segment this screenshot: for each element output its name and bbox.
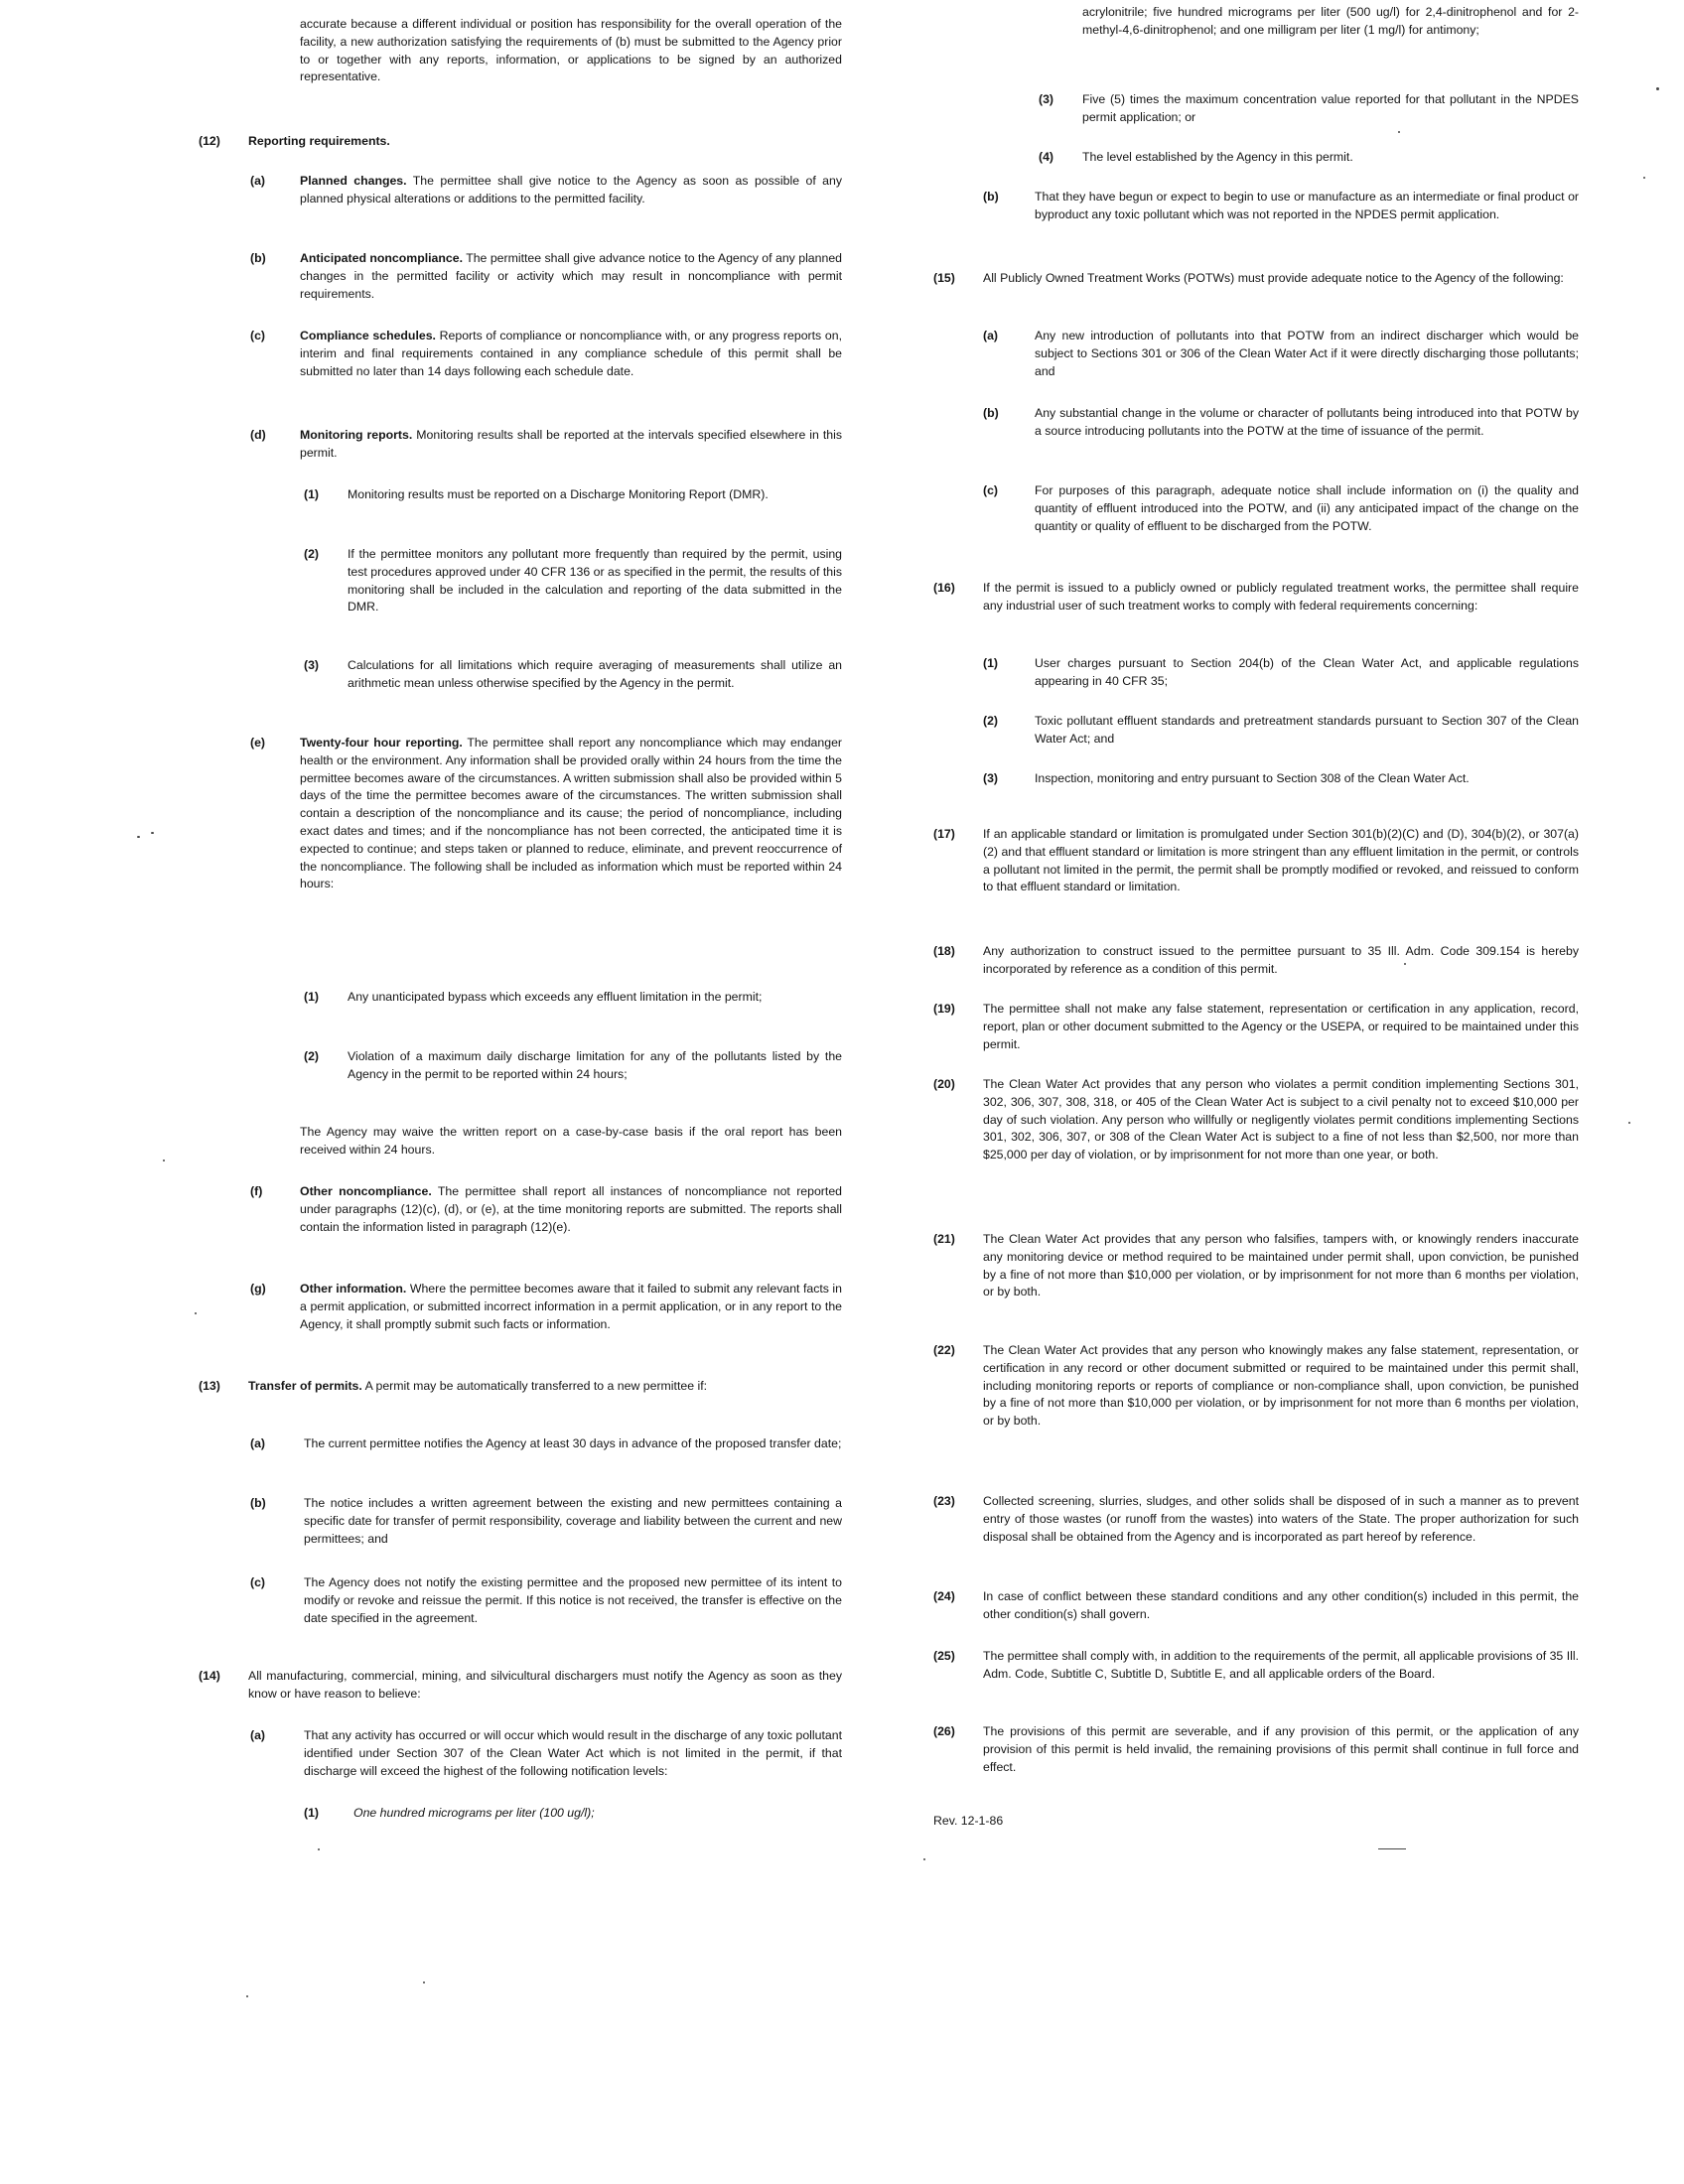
s12-b-number: (b): [250, 251, 266, 265]
section-16-number: (16): [933, 581, 955, 595]
s16-1-text: User charges pursuant to Section 204(b) of the Clean Water Act, and applicable regulations appearing in 40 CFR 35;: [1035, 656, 1579, 688]
s15-c-number: (c): [983, 483, 999, 497]
s14-b-number: (b): [983, 190, 999, 204]
s12-d1-text: Monitoring results must be reported on a Discharge Monitoring Report (DMR).: [348, 487, 769, 501]
s13-a-number: (a): [250, 1436, 266, 1450]
s14-a3-text: Five (5) times the maximum concentration value reported for that pollutant in the NPDES permit application; or: [1082, 92, 1579, 124]
s14-b-text: That they have begun or expect to begin to use or manufacture as an intermediate or final product or byproduct any toxic pollutant which was not reported in the NPDES permit application.: [1035, 190, 1579, 221]
scan-speck: [423, 1981, 425, 1983]
section-22-number: (22): [933, 1343, 955, 1357]
s12-d3-number: (3): [304, 658, 320, 672]
s15-a-number: (a): [983, 329, 999, 342]
s12-f-number: (f): [250, 1184, 263, 1198]
s14-a-number: (a): [250, 1728, 266, 1742]
s14-a1-text: One hundred micrograms per liter (100 ug/l);: [353, 1806, 595, 1820]
s12-b-text: The permittee shall give advance notice to the Agency of any planned changes in the permitted facility or activity which may result in noncompliance with permit requirements.: [300, 251, 843, 301]
s12-a-text: The permittee shall give notice to the Agency as soon as possible of any planned physical alterations or additions to the permitted facility.: [300, 174, 842, 205]
s12-e-number: (e): [250, 736, 266, 750]
section-17-number: (17): [933, 827, 955, 841]
s12-f-paragraph: [300, 1183, 842, 1236]
s13-b-number: (b): [250, 1496, 266, 1510]
section-15-number: (15): [933, 271, 955, 285]
s12-e1-text: Any unanticipated bypass which exceeds any effluent limitation in the permit;: [348, 990, 763, 1004]
s12-d1-number: (1): [304, 487, 320, 501]
s14-a3-number: (3): [1039, 92, 1054, 106]
s14-a1-number: (1): [304, 1806, 320, 1820]
section-14-text: All manufacturing, commercial, mining, and silvicultural dischargers must notify the Agency as soon as they know or have reason to believe:: [248, 1669, 842, 1701]
section-26-number: (26): [933, 1724, 955, 1738]
revision-date: Rev. 12-1-86: [933, 1814, 1004, 1828]
section-14-number: (14): [199, 1669, 220, 1683]
scan-speck: [923, 1858, 925, 1860]
section-19-number: (19): [933, 1002, 955, 1016]
s12-b-title: Anticipated noncompliance.: [300, 251, 463, 265]
section-16-text: If the permit is issued to a publicly owned or publicly regulated treatment works, the permittee shall require any industrial user of such treatment works to comply with federal requirements concerning:: [983, 581, 1579, 613]
scan-speck: [1398, 131, 1400, 133]
s12-a-paragraph: [300, 173, 842, 208]
section-13-heading: Transfer of permits.: [248, 1379, 362, 1393]
s12-e2-text: Violation of a maximum daily discharge limitation for any of the pollutants listed by the Agency in the permit to be reported within 24 hours;: [348, 1049, 842, 1081]
s14-a4-number: (4): [1039, 150, 1054, 164]
s15-b-text: Any substantial change in the volume or character of pollutants being introduced into that POTW by a source introducing pollutants into the POTW at the time of issuance of the permit.: [1035, 406, 1579, 438]
s12-e-waiver: The Agency may waive the written report on a case-by-case basis if the oral report has been received within 24 hours.: [300, 1125, 842, 1157]
s12-g-title: Other information.: [300, 1282, 407, 1296]
section-20-text: The Clean Water Act provides that any person who violates a permit condition implementing Sections 301, 302, 306, 307, 308, 318, or 405 of the Clean Water Act is subject to a civil penalty not to exceed $10,000 per day of such violation. Any person who willfully or negligently violates permit conditions implementing Sections 301, 302, 306, 307, or 308 of the Clean Water Act is subject to a fine of not less than $2,500, nor more than $25,000 per day of violation, or by imprisonment for not more than one year, or both.: [983, 1077, 1579, 1162]
s12-c-text: Reports of compliance or noncompliance with, or any progress reports on, interim and final requirements contained in any compliance schedule of this permit shall be submitted no later than 14 days following each schedule date.: [300, 329, 842, 378]
section-24-number: (24): [933, 1589, 955, 1603]
section-24-text: In case of conflict between these standard conditions and any other condition(s) included in this permit, the other condition(s) shall govern.: [983, 1589, 1579, 1621]
scan-speck: [1656, 87, 1659, 90]
s12-e-paragraph: [300, 735, 842, 893]
s13-a-text: The current permittee notifies the Agency at least 30 days in advance of the proposed transfer date;: [304, 1436, 842, 1450]
s15-b-number: (b): [983, 406, 999, 420]
s12-f-text: The permittee shall report all instances of noncompliance not reported under paragraphs (12)(c), (d), or (e), at the time monitoring reports are submitted. The reports shall contain the information listed in paragraph (12)(e).: [300, 1184, 842, 1234]
s16-2-text: Toxic pollutant effluent standards and pretreatment standards pursuant to Section 307 of the Clean Water Act; and: [1035, 714, 1579, 746]
section-26-text: The provisions of this permit are severable, and if any provision of this permit, or the application of any provision of this permit is held invalid, the remaining provisions of this permit shall continue in full force and effect.: [983, 1724, 1579, 1774]
scan-speck: [1404, 963, 1406, 965]
s12-d-paragraph: [300, 427, 842, 463]
s12-g-paragraph: [300, 1281, 842, 1333]
section-12-heading: Reporting requirements.: [248, 134, 390, 148]
section-23-text: Collected screening, slurries, sludges, and other solids shall be disposed of in such a manner as to prevent entry of those wastes (or runoff from the wastes) into waters of the State. The proper authorization for such disposal shall be obtained from the Agency and is incorporated as part hereof by reference.: [983, 1494, 1579, 1544]
section-13-number: (13): [199, 1379, 220, 1393]
s12-e1-number: (1): [304, 990, 320, 1004]
section-23-number: (23): [933, 1494, 955, 1508]
scan-speck: [163, 1160, 165, 1161]
scan-speck: [1378, 1848, 1406, 1849]
s12-a-number: (a): [250, 174, 266, 188]
s12-c-title: Compliance schedules.: [300, 329, 436, 342]
section-13-paragraph: [248, 1378, 842, 1396]
s14-a2-continuation: acrylonitrile; five hundred micrograms per liter (500 ug/l) for 2,4-dinitrophenol and for 2-methyl-4,6-dinitrophenol; and one milligram per liter (1 mg/l) for antimony;: [1082, 5, 1579, 37]
carry-over-paragraph: accurate because a different individual or position has responsibility for the overall operation of the facility, a new authorization satisfying the requirements of (b) must be submitted to the Agency prior to or together with any reports, information, or applications to be signed by an authorized representative.: [300, 17, 842, 84]
scan-speck: [1628, 1122, 1630, 1124]
s12-c-number: (c): [250, 329, 266, 342]
s16-1-number: (1): [983, 656, 999, 670]
scan-speck: [151, 832, 154, 834]
section-21-number: (21): [933, 1232, 955, 1246]
section-15-text: All Publicly Owned Treatment Works (POTWs) must provide adequate notice to the Agency of the following:: [983, 271, 1564, 285]
scan-speck: [137, 836, 140, 838]
section-22-text: The Clean Water Act provides that any person who knowingly makes any false statement, representation, or certification in any record or other document submitted or required to be maintained under this permit shall, including monitoring reports or reports of compliance or non-compliance shall, upon conviction, be punished by a fine of not more than $10,000 per violation, or by imprisonment for not more than 6 months per violation, or by both.: [983, 1343, 1579, 1429]
s12-g-number: (g): [250, 1282, 266, 1296]
scan-speck: [195, 1312, 197, 1314]
section-18-number: (18): [933, 944, 955, 958]
s13-c-number: (c): [250, 1575, 266, 1589]
s13-c-text: The Agency does not notify the existing permittee and the proposed new permittee of its intent to modify or revoke and reissue the permit. If this notice is not received, the transfer is effective on the date specified in the agreement.: [304, 1575, 842, 1625]
s16-3-text: Inspection, monitoring and entry pursuant to Section 308 of the Clean Water Act.: [1035, 771, 1470, 785]
s16-2-number: (2): [983, 714, 999, 728]
s12-g-text: Where the permittee becomes aware that it failed to submit any relevant facts in a permit application, or submitted incorrect information in a permit application, or in any report to the Agency, it shall promptly submit such facts or information.: [300, 1282, 842, 1331]
s12-d-number: (d): [250, 428, 266, 442]
s16-3-number: (3): [983, 771, 999, 785]
s12-e-title: Twenty-four hour reporting.: [300, 736, 463, 750]
scan-speck: [246, 1995, 248, 1997]
scan-speck: [318, 1848, 320, 1850]
s12-b-paragraph: [300, 250, 842, 303]
section-13-text: A permit may be automatically transferred to a new permittee if:: [364, 1379, 708, 1393]
s14-a-text: That any activity has occurred or will occur which would result in the discharge of any toxic pollutant identified under Section 307 of the Clean Water Act which is not limited in the permit, if that discharge will exceed the highest of the following notification levels:: [304, 1728, 842, 1778]
s12-a-title: Planned changes.: [300, 174, 407, 188]
section-18-text: Any authorization to construct issued to the permittee pursuant to 35 Ill. Adm. Code 309.154 is hereby incorporated by reference as a condition of this permit.: [983, 944, 1579, 976]
s12-c-paragraph: [300, 328, 842, 380]
section-17-text: If an applicable standard or limitation is promulgated under Section 301(b)(2)(C) and (D), 304(b)(2), or 307(a)(2) and that effluent standard or limitation is more stringent than any effluent limitation in the permit, or controls a pollutant not limited in the permit, the permit shall be promptly modified or revoked, and reissued to conform to that effluent standard or limitation.: [983, 827, 1579, 894]
s12-e2-number: (2): [304, 1049, 320, 1063]
section-20-number: (20): [933, 1077, 955, 1091]
section-19-text: The permittee shall not make any false statement, representation or certification in any application, record, report, plan or other document submitted to the Agency or the USEPA, or required to be maintained under this permit.: [983, 1002, 1579, 1051]
s12-e-text: The permittee shall report any noncompliance which may endanger health or the environment. Any information shall be provided orally within 24 hours from the time the permittee becomes aware of the circumstances. A written submission shall also be provided within 5 days of the time the permittee becomes aware of the circumstances. The written submission shall contain a description of the noncompliance and its cause; the period of noncompliance, including exact dates and times; and if the noncompliance has not been corrected, the anticipated time it is expected to continue; and steps taken or planned to reduce, eliminate, and prevent reoccurrence of the noncompliance. The following shall be included as information which must be reported within 24 hours:: [300, 736, 843, 891]
scan-speck: [1643, 177, 1645, 179]
s12-d2-text: If the permittee monitors any pollutant more frequently than required by the permit, using test procedures approved under 40 CFR 136 or as specified in the permit, the results of this monitoring shall be included in the calculation and reporting of the data submitted in the DMR.: [348, 547, 842, 614]
s12-d-title: Monitoring reports.: [300, 428, 413, 442]
s12-d2-number: (2): [304, 547, 320, 561]
s15-a-text: Any new introduction of pollutants into that POTW from an indirect discharger which would be subject to Sections 301 or 306 of the Clean Water Act if it were directly discharging those pollutants; and: [1035, 329, 1579, 378]
section-25-text: The permittee shall comply with, in addition to the requirements of the permit, all applicable provisions of 35 Ill. Adm. Code, Subtitle C, Subtitle D, Subtitle E, and all applicable orders of the Board.: [983, 1649, 1579, 1681]
s15-c-text: For purposes of this paragraph, adequate notice shall include information on (i) the quality and quantity of effluent introduced into the POTW, and (ii) any anticipated impact of the change on the quantity or quality of effluent to be discharged from the POTW.: [1035, 483, 1579, 533]
s12-d3-text: Calculations for all limitations which require averaging of measurements shall utilize an arithmetic mean unless otherwise specified by the Agency in the permit.: [348, 658, 842, 690]
s13-b-text: The notice includes a written agreement between the existing and new permittees containing a specific date for transfer of permit responsibility, coverage and liability between the current and new permittees; and: [304, 1496, 842, 1546]
section-21-text: The Clean Water Act provides that any person who falsifies, tampers with, or knowingly renders inaccurate any monitoring device or method required to be maintained under permit shall, upon conviction, be punished by a fine of not more than $10,000 per violation, or by imprisonment for not more than 6 months per violation, or by both.: [983, 1232, 1579, 1299]
section-12-number: (12): [199, 134, 220, 148]
s12-d-text: Monitoring results shall be reported at the intervals specified elsewhere in this permit.: [300, 428, 843, 460]
s14-a4-text: The level established by the Agency in this permit.: [1082, 150, 1353, 164]
s12-f-title: Other noncompliance.: [300, 1184, 432, 1198]
section-25-number: (25): [933, 1649, 955, 1663]
